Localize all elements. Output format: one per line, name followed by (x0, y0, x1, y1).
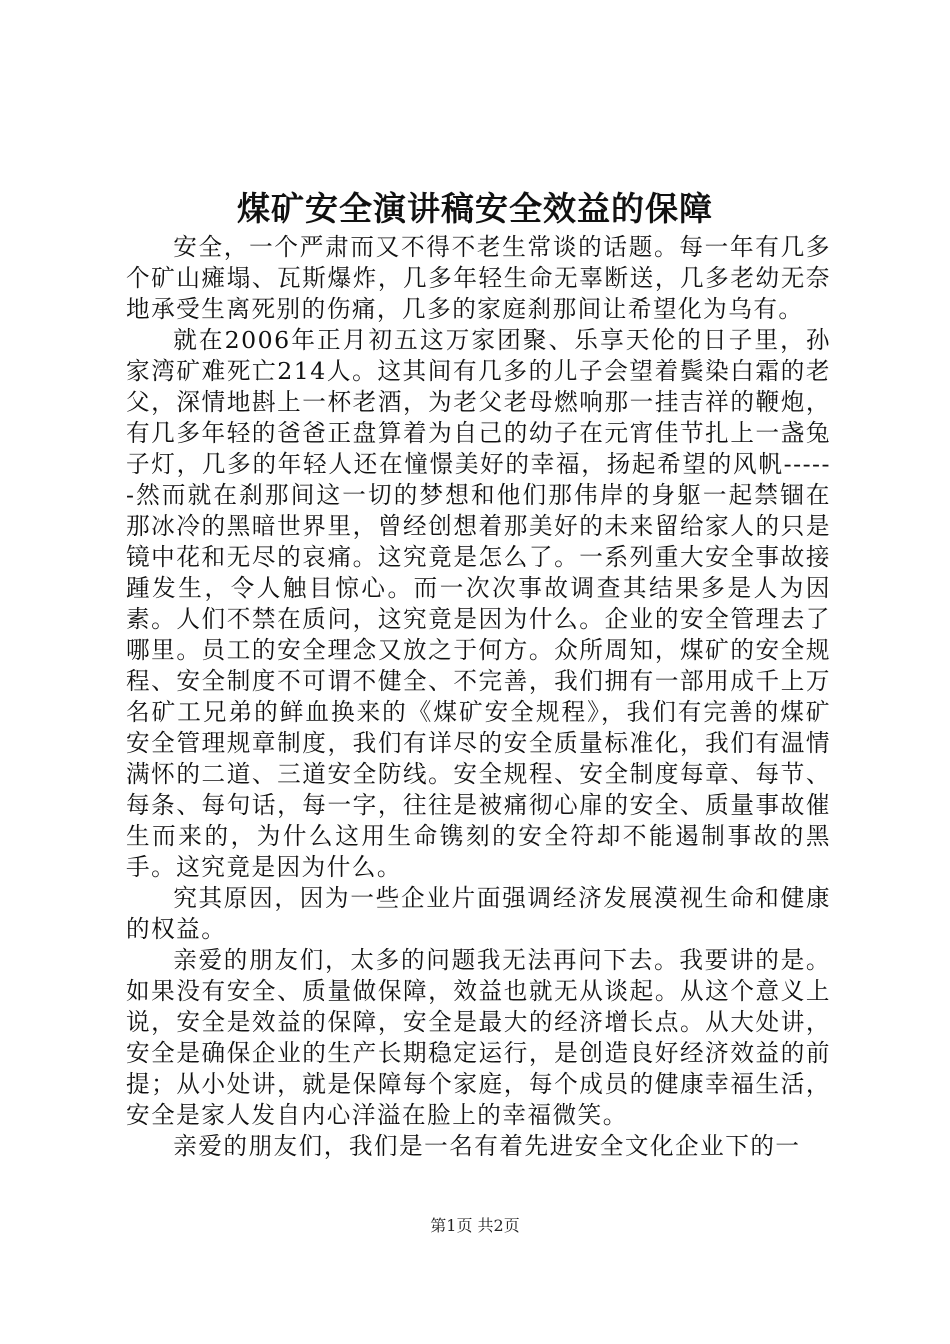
paragraph: 安全，一个严肃而又不得不老生常谈的话题。每一年有几多个矿山瘫塌、瓦斯爆炸，几多年轻生命无辜断送，几多老幼无奈地承受生离死别的伤痛，几多的家庭刹那间让希望化为乌有。 (126, 233, 831, 323)
paragraph: 亲爱的朋友们，太多的问题我无法再问下去。我要讲的是。如果没有安全、质量做保障，效益也就无从谈起。从这个意义上说，安全是效益的保障，安全是最大的经济增长点。从大处讲，安全是确保企业的生产长期稳定运行，是创造良好经济效益的前提；从小处讲，就是保障每个家庭，每个成员的健康幸福生活，安全是家人发自内心洋溢在脸上的幸福微笑。 (126, 946, 831, 1129)
paragraph: 亲爱的朋友们，我们是一名有着先进安全文化企业下的一 (173, 1132, 801, 1160)
document-title: 煤矿安全演讲稿安全效益的保障 (237, 189, 713, 228)
paragraph: 就在2006年正月初五这万家团聚、乐享天伦的日子里，孙家湾矿难死亡214人。这其间有几多的儿子会望着鬓染白霜的老父，深情地斟上一杯老酒，为老父老母燃响那一挂吉祥的鞭炮，有几多年轻的爸爸正盘算着为自己的幼子在元宵佳节扎上一盏兔子灯，几多的年轻人还在憧憬美好的幸福，扬起希望的风帆------然而就在刹那间这一切的梦想和他们那伟岸的身躯一起禁锢在那冰冷的黑暗世界里，曾经创想着那美好的未来留给家人的只是镜中花和无尽的哀痛。这究竟是怎么了。一系列重大安全事故接踵发生，令人触目惊心。而一次次事故调查其结果多是人为因素。人们不禁在质问，这究竟是因为什么。企业的安全管理去了哪里。员工的安全理念又放之于何方。众所周知，煤矿的安全规程、安全制度不可谓不健全、不完善，我们拥有一部用成千上万名矿工兄弟的鲜血换来的《煤矿安全规程》，我们有完善的煤矿安全管理规章制度，我们有详尽的安全质量标准化，我们有温情满怀的二道、三道安全防线。安全规程、安全制度每章、每节、每条、每句话，每一字，往往是被痛彻心扉的安全、质量事故催生而来的，为什么这用生命镌刻的安全符却不能遏制事故的黑手。这究竟是因为什么。 (126, 326, 831, 881)
paragraph: 究其原因，因为一些企业片面强调经济发展漠视生命和健康的权益。 (126, 884, 831, 943)
document-body (126, 232, 831, 1162)
page-footer: 第1页 共2页 (430, 1216, 520, 1235)
